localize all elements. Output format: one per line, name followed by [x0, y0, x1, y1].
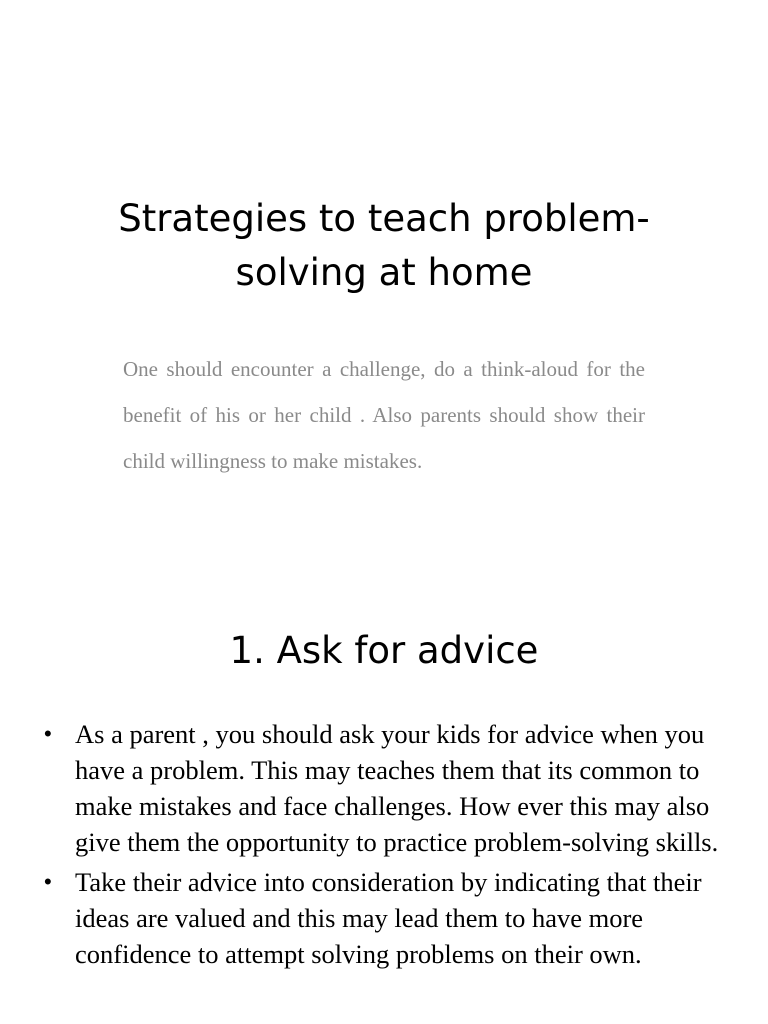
slide-title: 1. Ask for advice — [229, 629, 539, 672]
bullet-list — [40, 716, 730, 976]
bullet-item — [40, 864, 730, 972]
bullet-item — [40, 716, 730, 860]
bullet-text: As a parent , you should ask your kids for advice when you have a problem. This may teaches them that its common to make mistakes and face challenges. How ever this may also give them the opportunity to practice problem-solving skills. — [75, 719, 719, 857]
slide-title: Strategies to teach problem-solving at home — [118, 197, 650, 294]
bullet-icon: • — [44, 721, 52, 746]
bullet-icon: • — [44, 869, 52, 894]
slide-subtitle: One should encounter a challenge, do a think-aloud for the benefit of his or her child . Also parents should show their child willingness to make mistakes. — [123, 357, 645, 473]
slide-2 — [0, 576, 768, 1024]
bullet-text: Take their advice into consideration by indicating that their ideas are valued and this may lead them to have more confidence to attempt solving problems on their own. — [75, 867, 702, 969]
